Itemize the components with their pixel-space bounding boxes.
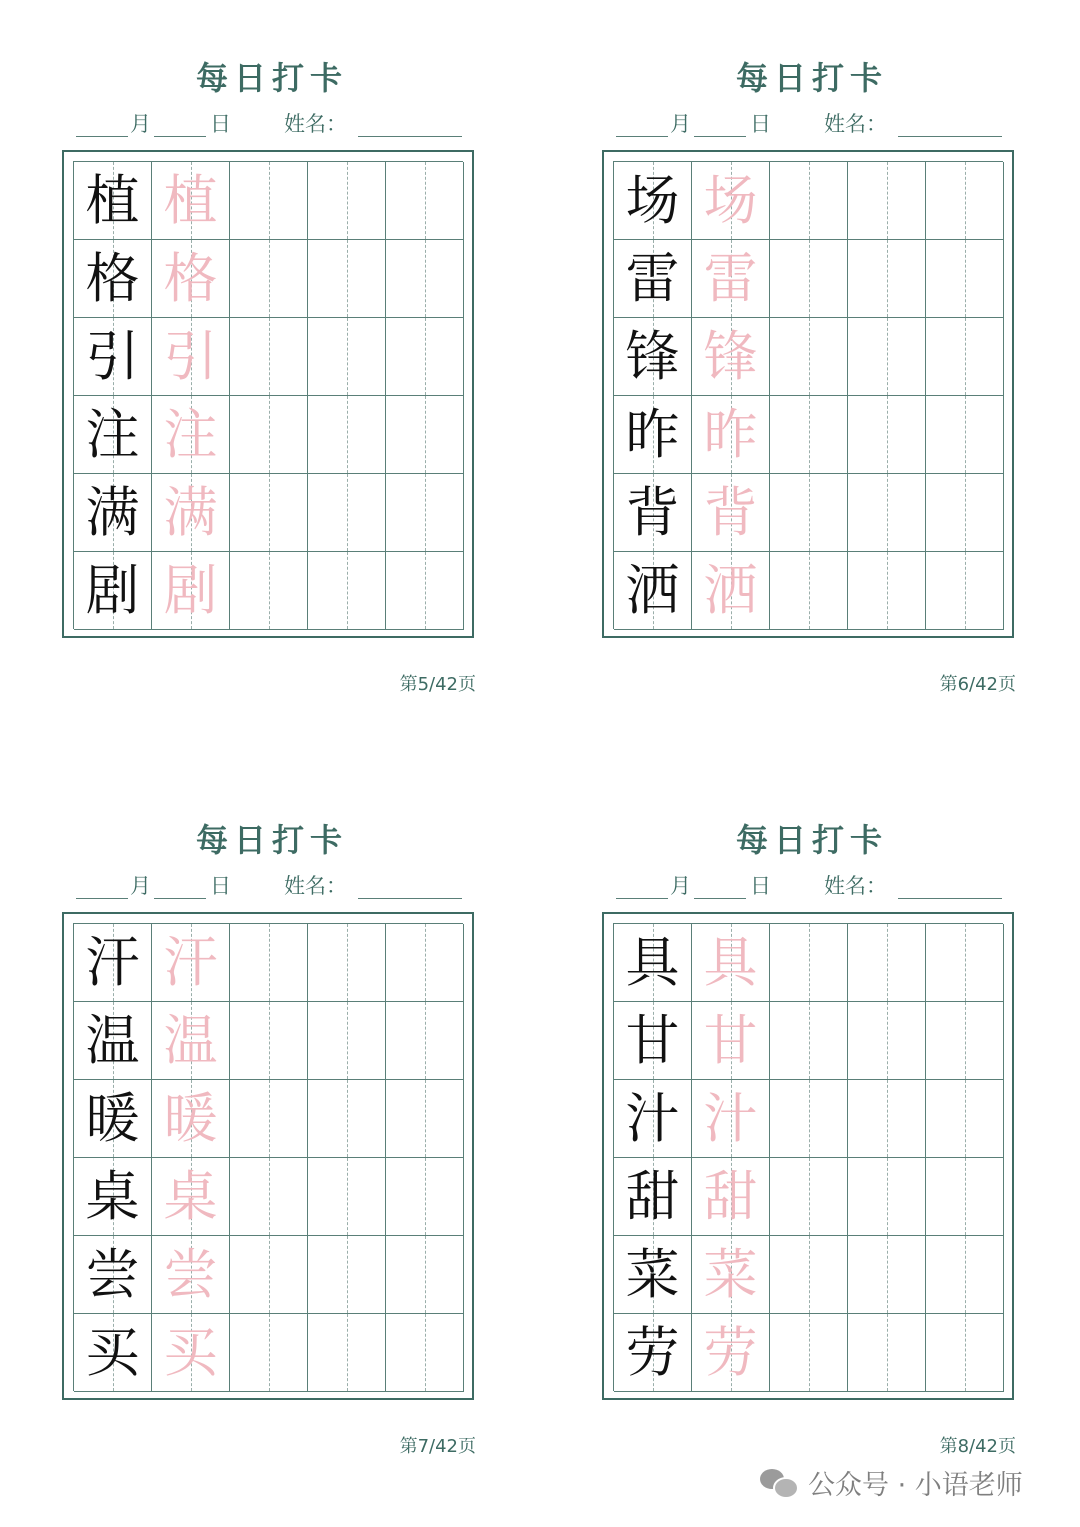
practice-cell[interactable] [770,1080,848,1158]
name-blank[interactable] [358,898,462,899]
date-name-line [76,110,476,138]
practice-cell[interactable] [926,1080,1004,1158]
trace-character: 昨 [703,402,758,466]
trace-cell[interactable] [152,240,230,318]
practice-cell[interactable] [386,1158,464,1236]
model-character: 注 [85,402,140,466]
model-cell [74,240,152,318]
practice-cell[interactable] [386,396,464,474]
model-cell [614,1158,692,1236]
practice-cell[interactable] [308,1236,386,1314]
practice-cell[interactable] [308,1002,386,1080]
watermark-text: 公众号 · 小语老师 [808,1469,1023,1501]
practice-cell[interactable] [848,924,926,1002]
trace-cell[interactable] [692,1002,770,1080]
trace-character: 具 [703,930,758,994]
practice-cell[interactable] [308,924,386,1002]
practice-cell[interactable] [926,1314,1004,1392]
page-number: 第8/42页 [939,1436,1016,1457]
worksheet [62,58,482,698]
practice-cell[interactable] [386,1080,464,1158]
practice-cell[interactable] [308,1080,386,1158]
practice-cell[interactable] [230,1080,308,1158]
name-blank[interactable] [358,136,462,137]
model-cell [614,396,692,474]
sheet-title: 每日打卡 [195,821,348,859]
practice-cell[interactable] [770,318,848,396]
trace-cell[interactable] [692,924,770,1002]
trace-character: 桌 [163,1164,218,1228]
practice-cell[interactable] [386,1236,464,1314]
practice-cell[interactable] [848,1158,926,1236]
practice-cell[interactable] [848,1314,926,1392]
practice-grid [602,912,1014,1400]
worksheet [62,820,482,1460]
practice-cell[interactable] [848,474,926,552]
model-character: 场 [625,168,680,232]
practice-cell[interactable] [308,162,386,240]
model-cell [614,924,692,1002]
trace-cell[interactable] [692,1236,770,1314]
trace-character: 满 [163,480,218,544]
model-character: 昨 [625,402,680,466]
month-label: 月 [670,112,691,136]
trace-character: 格 [163,246,218,310]
model-character: 温 [85,1008,140,1072]
trace-cell[interactable] [152,162,230,240]
model-cell [614,1002,692,1080]
trace-cell[interactable] [152,318,230,396]
practice-cell[interactable] [926,1002,1004,1080]
practice-cell[interactable] [386,1002,464,1080]
trace-character: 场 [703,168,758,232]
model-cell [74,474,152,552]
practice-cell[interactable] [848,552,926,630]
model-character: 买 [85,1320,140,1384]
day-blank[interactable] [694,898,746,899]
name-label: 姓名： [824,112,887,136]
model-character: 菜 [625,1242,680,1306]
worksheet [602,820,1022,1460]
model-character: 甘 [625,1008,680,1072]
model-character: 雷 [625,246,680,310]
wechat-icon [760,1467,798,1497]
practice-cell[interactable] [230,1002,308,1080]
practice-cell[interactable] [770,1236,848,1314]
model-cell [614,162,692,240]
month-blank[interactable] [76,898,128,899]
practice-cell[interactable] [848,1080,926,1158]
model-cell [74,924,152,1002]
practice-cell[interactable] [848,1236,926,1314]
model-cell [614,1314,692,1392]
page-number: 第6/42页 [939,674,1016,695]
model-cell [614,1080,692,1158]
trace-cell[interactable] [152,1080,230,1158]
practice-cell[interactable] [848,240,926,318]
trace-character: 汗 [163,930,218,994]
name-label: 姓名： [824,874,887,898]
practice-cell[interactable] [230,552,308,630]
trace-cell[interactable] [692,396,770,474]
model-character: 洒 [625,558,680,622]
sheet-title: 每日打卡 [735,59,888,97]
day-label: 日 [750,112,771,136]
trace-character: 背 [703,480,758,544]
model-character: 背 [625,480,680,544]
practice-cell[interactable] [848,318,926,396]
practice-cell[interactable] [308,474,386,552]
model-cell [614,318,692,396]
practice-cell[interactable] [386,162,464,240]
trace-cell[interactable] [152,1002,230,1080]
page-number: 第7/42页 [399,1436,476,1457]
practice-cell[interactable] [848,396,926,474]
practice-cell[interactable] [770,1158,848,1236]
sheet-title: 每日打卡 [735,821,888,859]
day-label: 日 [210,112,231,136]
trace-character: 植 [163,168,218,232]
trace-cell[interactable] [692,474,770,552]
trace-character: 洒 [703,558,758,622]
date-name-line [76,872,476,900]
model-cell [74,162,152,240]
practice-cell[interactable] [848,1002,926,1080]
trace-character: 注 [163,402,218,466]
practice-cell[interactable] [230,396,308,474]
practice-cell[interactable] [926,396,1004,474]
trace-cell[interactable] [152,1236,230,1314]
trace-character: 温 [163,1008,218,1072]
practice-cell[interactable] [770,162,848,240]
month-blank[interactable] [616,898,668,899]
practice-grid [602,150,1014,638]
model-cell [74,1236,152,1314]
trace-cell[interactable] [692,1314,770,1392]
model-character: 满 [85,480,140,544]
model-cell [614,240,692,318]
practice-cell[interactable] [230,318,308,396]
model-cell [74,1158,152,1236]
practice-cell[interactable] [926,552,1004,630]
trace-cell[interactable] [152,1314,230,1392]
model-character: 汁 [625,1086,680,1150]
trace-cell[interactable] [692,162,770,240]
model-character: 尝 [85,1242,140,1306]
month-label: 月 [670,874,691,898]
month-label: 月 [130,112,151,136]
practice-cell[interactable] [230,1158,308,1236]
practice-cell[interactable] [308,240,386,318]
practice-cell[interactable] [230,474,308,552]
model-cell [614,1236,692,1314]
model-character: 暖 [85,1086,140,1150]
practice-cell[interactable] [308,1158,386,1236]
trace-cell[interactable] [692,552,770,630]
model-cell [74,1314,152,1392]
day-blank[interactable] [154,136,206,137]
model-cell [614,552,692,630]
trace-character: 买 [163,1320,218,1384]
practice-cell[interactable] [770,474,848,552]
trace-character: 菜 [703,1242,758,1306]
date-name-line [616,872,1016,900]
practice-cell[interactable] [926,1158,1004,1236]
trace-character: 汁 [703,1086,758,1150]
practice-grid [62,150,474,638]
trace-cell[interactable] [152,396,230,474]
practice-cell[interactable] [386,924,464,1002]
trace-cell[interactable] [692,1080,770,1158]
day-label: 日 [750,874,771,898]
practice-cell[interactable] [386,240,464,318]
trace-cell[interactable] [152,474,230,552]
model-character: 劳 [625,1320,680,1384]
trace-character: 劳 [703,1320,758,1384]
model-cell [614,474,692,552]
practice-cell[interactable] [308,1314,386,1392]
model-character: 桌 [85,1164,140,1228]
watermark [760,1462,1023,1502]
model-character: 植 [85,168,140,232]
day-label: 日 [210,874,231,898]
month-blank[interactable] [76,136,128,137]
page-number: 第5/42页 [399,674,476,695]
practice-cell[interactable] [926,1236,1004,1314]
practice-cell[interactable] [926,240,1004,318]
practice-cell[interactable] [230,924,308,1002]
practice-cell[interactable] [926,474,1004,552]
practice-cell[interactable] [926,318,1004,396]
model-character: 剧 [85,558,140,622]
month-blank[interactable] [616,136,668,137]
practice-cell[interactable] [848,162,926,240]
model-cell [74,1080,152,1158]
practice-cell[interactable] [770,396,848,474]
day-blank[interactable] [154,898,206,899]
practice-cell[interactable] [770,552,848,630]
practice-cell[interactable] [770,1314,848,1392]
practice-cell[interactable] [386,474,464,552]
worksheet [602,58,1022,698]
trace-character: 引 [163,324,218,388]
day-blank[interactable] [694,136,746,137]
sheet-title: 每日打卡 [195,59,348,97]
practice-cell[interactable] [386,1314,464,1392]
trace-character: 剧 [163,558,218,622]
date-name-line [616,110,1016,138]
practice-cell[interactable] [230,1236,308,1314]
model-character: 锋 [625,324,680,388]
practice-cell[interactable] [230,240,308,318]
practice-cell[interactable] [308,318,386,396]
practice-cell[interactable] [386,552,464,630]
model-character: 汗 [85,930,140,994]
month-label: 月 [130,874,151,898]
trace-cell[interactable] [152,552,230,630]
trace-character: 甘 [703,1008,758,1072]
practice-cell[interactable] [770,1002,848,1080]
trace-cell[interactable] [692,1158,770,1236]
trace-character: 尝 [163,1242,218,1306]
trace-cell[interactable] [152,924,230,1002]
name-label: 姓名： [284,112,347,136]
trace-character: 甜 [703,1164,758,1228]
model-cell [74,552,152,630]
practice-grid [62,912,474,1400]
name-blank[interactable] [898,136,1002,137]
practice-cell[interactable] [230,162,308,240]
name-blank[interactable] [898,898,1002,899]
name-label: 姓名： [284,874,347,898]
trace-cell[interactable] [692,318,770,396]
practice-cell[interactable] [926,924,1004,1002]
trace-cell[interactable] [692,240,770,318]
practice-cell[interactable] [308,396,386,474]
model-character: 具 [625,930,680,994]
practice-cell[interactable] [770,240,848,318]
model-cell [74,318,152,396]
practice-cell[interactable] [308,552,386,630]
practice-cell[interactable] [926,162,1004,240]
model-character: 甜 [625,1164,680,1228]
model-cell [74,396,152,474]
trace-character: 雷 [703,246,758,310]
model-cell [74,1002,152,1080]
trace-character: 暖 [163,1086,218,1150]
trace-character: 锋 [703,324,758,388]
model-character: 引 [85,324,140,388]
practice-cell[interactable] [770,924,848,1002]
practice-cell[interactable] [386,318,464,396]
practice-cell[interactable] [230,1314,308,1392]
trace-cell[interactable] [152,1158,230,1236]
model-character: 格 [85,246,140,310]
